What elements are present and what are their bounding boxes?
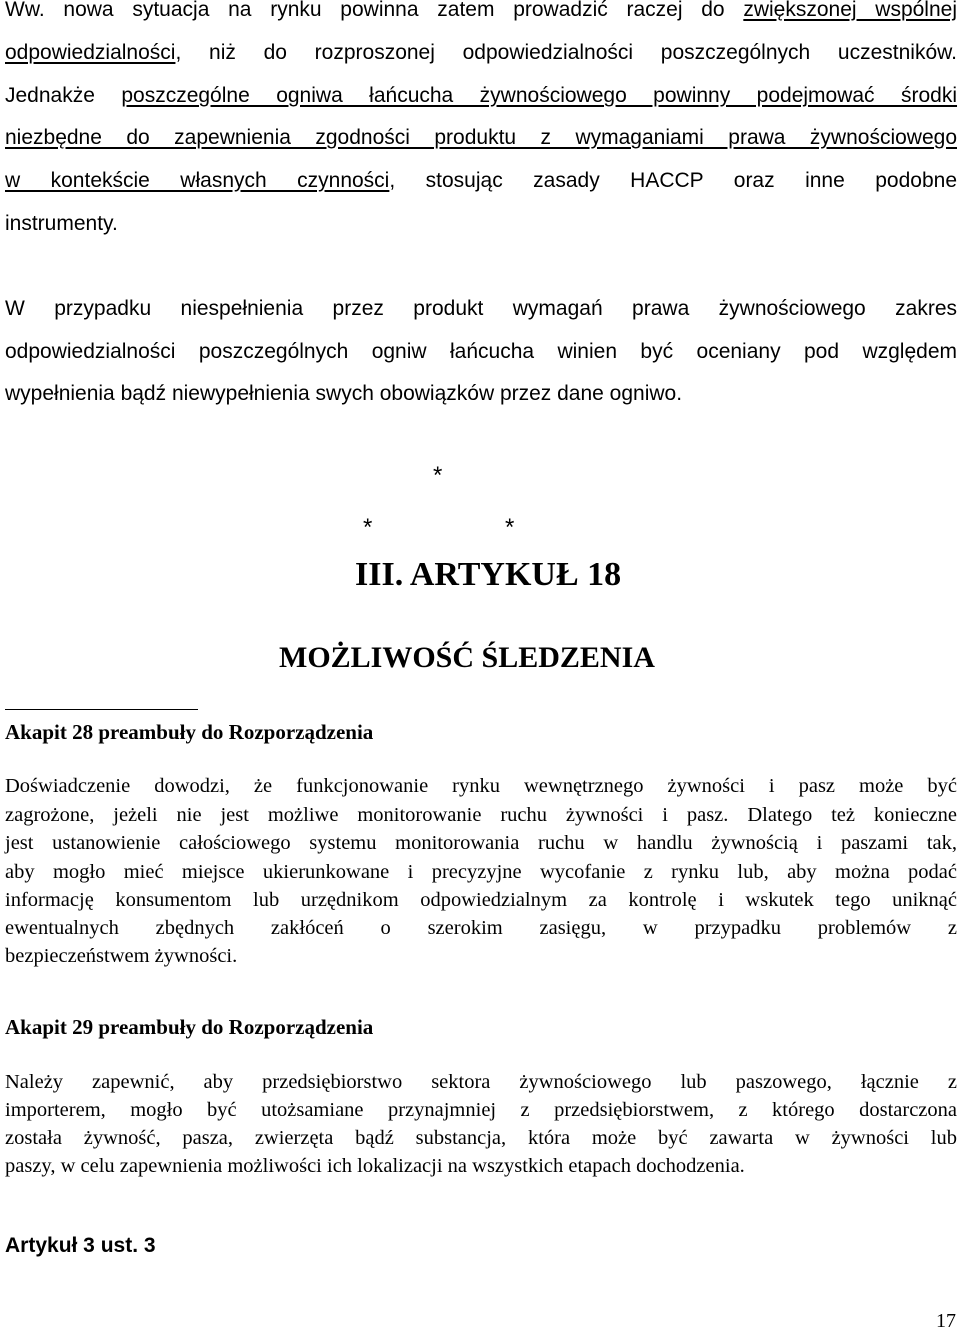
separator-star-top: * (433, 462, 443, 489)
separator-star-right: * (505, 514, 515, 541)
section29-line-3: została żywność, pasza, zwierzęta bądź substancja, która może być zawarta w żywności lub (5, 1127, 957, 1149)
para1-line-4: niezbędne do zapewnienia zgodności produktu z wymaganiami prawa żywnościowego (5, 126, 957, 149)
para2-line-2: odpowiedzialności poszczególnych ogniw łańcucha winien być oceniany pod względem (5, 340, 957, 363)
para1-line-1: Ww. nowa sytuacja na rynku powinna zatem prowadzić raczej do zwiększonej wspólnej (5, 0, 957, 21)
section28-line-4: aby mogło mieć miejsce ukierunkowane i precyzyjne wycofanie z rynku lub, aby można podać (5, 861, 957, 883)
section29-line-1: Należy zapewnić, aby przedsiębiorstwo sektora żywnościowego lub paszowego, łącznie z (5, 1071, 957, 1093)
section28-line-6: ewentualnych zbędnych zakłóceń o szerokim zasięgu, w przypadku problemów z (5, 917, 957, 939)
section28-line-1: Doświadczenie dowodzi, że funkcjonowanie rynku wewnętrznego żywności i pasz może być (5, 775, 957, 797)
para2-line-1: W przypadku niespełnienia przez produkt wymagań prawa żywnościowego zakres (5, 297, 957, 320)
section28-title: Akapit 28 preambuły do Rozporządzenia (5, 720, 374, 744)
article-heading: III. ARTYKUŁ 18 (355, 556, 622, 593)
section28-line-5: informację konsumentom lub urzędnikom odpowiedzialnym za kontrolę i wskutek tego uniknąć (5, 889, 957, 911)
separator-star-left: * (363, 514, 373, 541)
para1-line-5: w kontekście własnych czynności, stosując zasady HACCP oraz inne podobne (5, 169, 957, 192)
footer-heading: Artykuł 3 ust. 3 (5, 1234, 156, 1257)
footnote-rule (5, 709, 198, 710)
article-subheading: MOŻLIWOŚĆ ŚLEDZENIA (279, 641, 655, 674)
page-number: 17 (936, 1310, 956, 1332)
section29-line-2: importerem, mogło być utożsamiane przynajmniej z przedsiębiorstwem, z którego dostarczona (5, 1099, 957, 1121)
section28-line-7: bezpieczeństwem żywności. (5, 945, 238, 967)
section28-line-3: jest ustanowienie całościowego systemu monitorowania ruchu w handlu żywnością i paszami tak, (5, 832, 957, 854)
para1-line-3: Jednakże poszczególne ogniwa łańcucha żywnościowego powinny podejmować środki (5, 84, 958, 107)
para1-line-6: instrumenty. (5, 212, 118, 235)
para1-line-2: odpowiedzialności, niż do rozproszonej odpowiedzialności poszczególnych uczestników. (5, 41, 957, 64)
section29-line-4: paszy, w celu zapewnienia możliwości ich lokalizacji na wszystkich etapach dochodzenia. (5, 1155, 745, 1177)
section29-title: Akapit 29 preambuły do Rozporządzenia (5, 1015, 374, 1039)
section28-line-2: zagrożone, jeżeli nie jest możliwe monitorowanie ruchu żywności i pasz. Dlatego też konieczne (5, 804, 957, 826)
para2-line-3: wypełnienia bądź niewypełnienia swych obowiązków przez dane ogniwo. (5, 382, 683, 405)
